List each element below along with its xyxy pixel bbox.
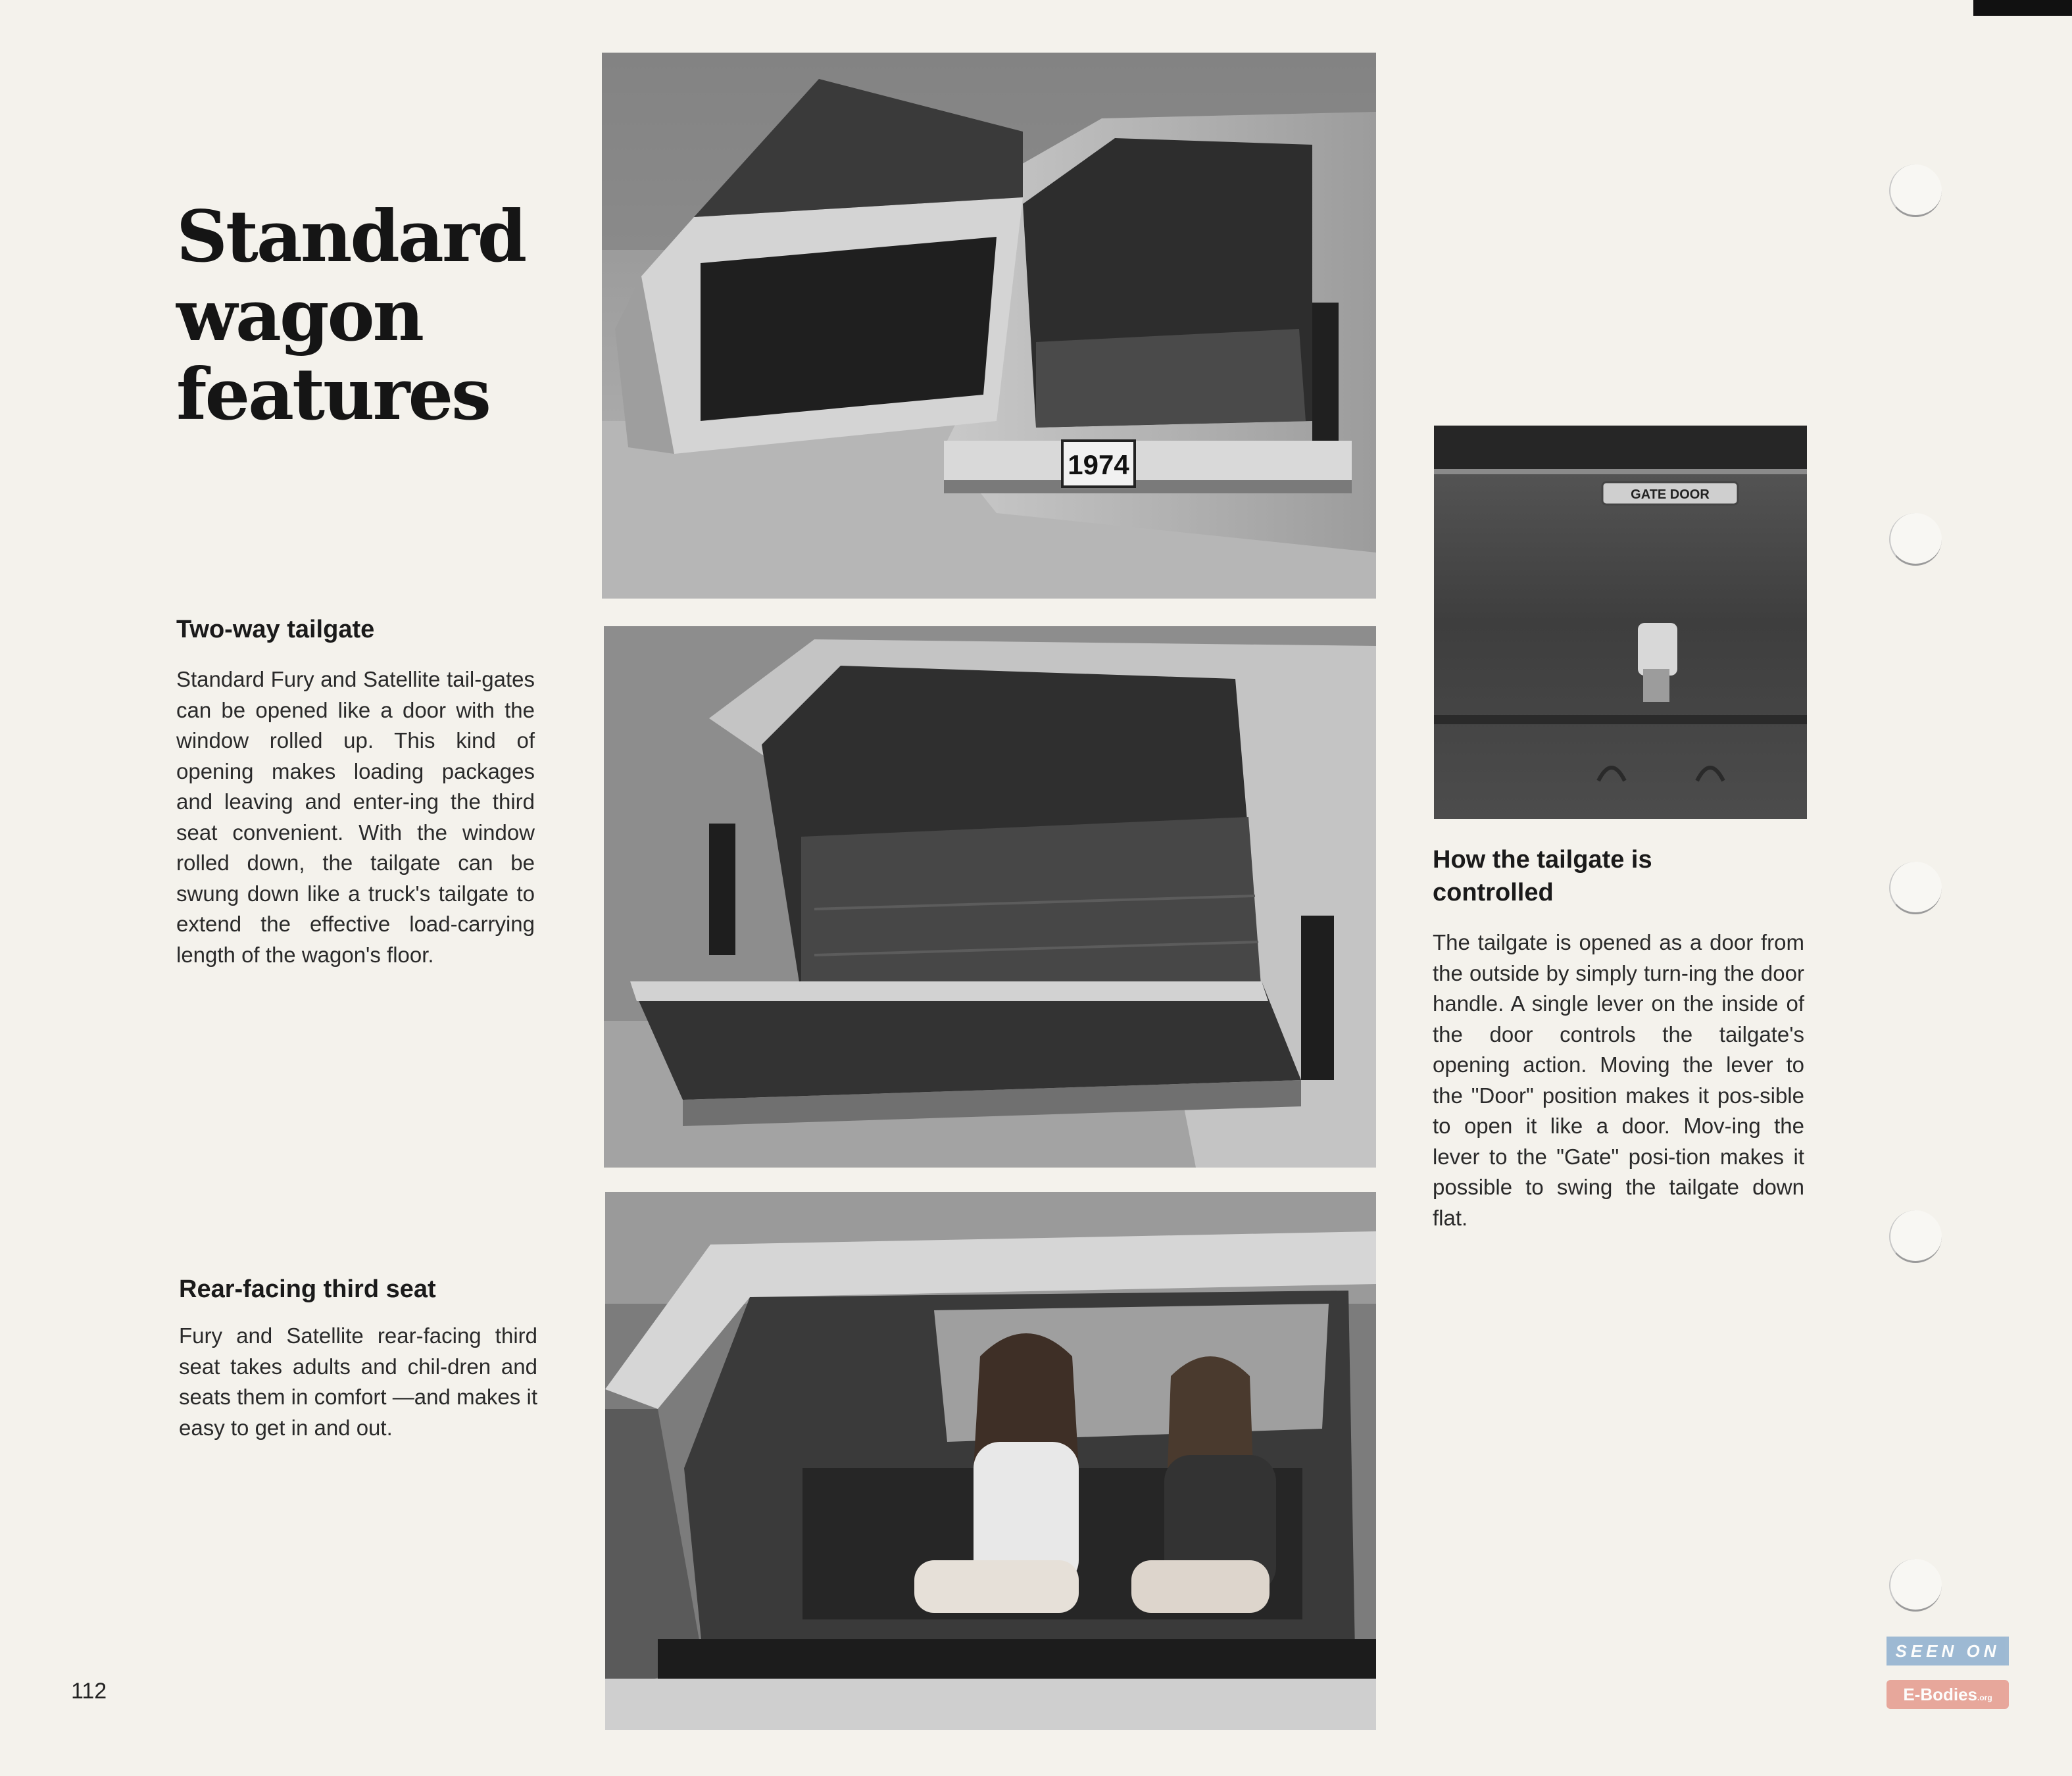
- page-corner-tab: [1973, 0, 2072, 16]
- photo-third-seat: [605, 1192, 1376, 1730]
- binder-punch-hole: [1889, 862, 1942, 914]
- photo-lever-closeup: [1434, 426, 1807, 819]
- title-line-3: features: [176, 353, 489, 436]
- page-number: 112: [71, 1679, 107, 1704]
- photo-tailgate-door-open: [602, 53, 1376, 599]
- binder-punch-hole: [1889, 164, 1942, 217]
- page-title: [176, 195, 526, 436]
- tailgate-control-body: The tailgate is opened as a door from the outside by simply turn-ing the door handle. A single lever on the inside of the door controls the tailgate's opening action. Moving the lever to the "Door" position makes it pos-sible to open it like a door. Mov-ing the lever to the "Gate" posi-tion makes it possible to swing the tailgate down flat.: [1433, 930, 1804, 1230]
- watermark-top: SEEN ON: [1887, 1637, 2009, 1665]
- title-line-1: Standard: [176, 195, 526, 278]
- license-plate-text: 1974: [1068, 449, 1129, 480]
- binder-punch-hole: [1889, 513, 1942, 566]
- watermark-suffix: .org: [1977, 1693, 1992, 1702]
- seen-on-ebodies-watermark: [1887, 1637, 2009, 1714]
- two-way-tailgate-heading: Two-way tailgate: [176, 616, 375, 643]
- lever-badge-text: GATE DOOR: [1631, 487, 1710, 502]
- binder-punch-hole: [1889, 1210, 1942, 1263]
- rear-facing-seat-body: Fury and Satellite rear-facing third seat takes adults and chil-dren and seats them in comfort —and makes it easy to get in and out.: [179, 1323, 537, 1440]
- watermark-bottom: [1887, 1680, 2009, 1709]
- two-way-tailgate-body: Standard Fury and Satellite tail-gates can be opened like a door with the window rolled up. This kind of opening makes loading packages and leaving and enter-ing the third seat convenient. With the window rolled down, the tailgate can be swung down like a truck's tailgate to extend the effective load-carrying length of the wagon's floor.: [176, 667, 535, 967]
- tailgate-control-heading: How the tailgate is controlled: [1433, 846, 1652, 906]
- watermark-bottom-text: E-Bodies: [1903, 1685, 1977, 1704]
- title-line-2: wagon: [176, 274, 423, 357]
- rear-facing-seat-heading: Rear-facing third seat: [179, 1275, 436, 1303]
- binder-punch-hole: [1889, 1559, 1942, 1612]
- photo-tailgate-down: [604, 626, 1376, 1168]
